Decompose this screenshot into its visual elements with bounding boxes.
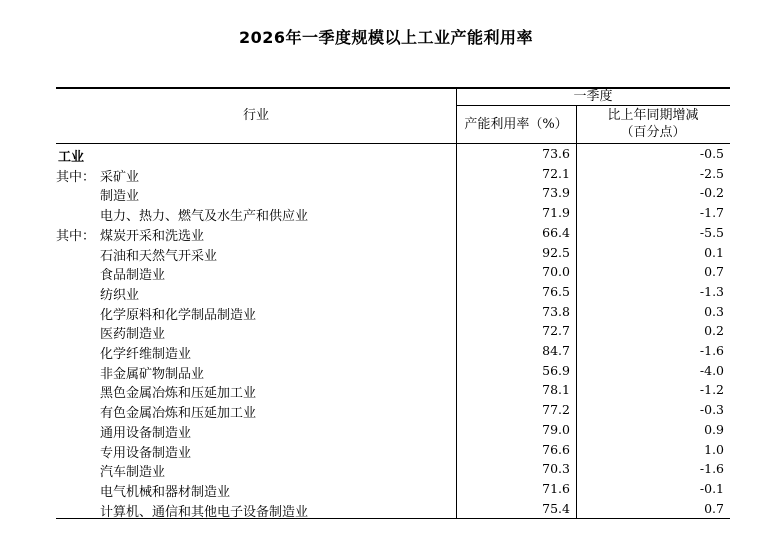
row-yoy-change: -0.2 [699,185,724,201]
header-rate: 产能利用率（%） [464,117,568,132]
table-row [56,342,730,362]
period-rule [456,105,730,106]
row-utilization-rate: 79.0 [542,421,570,437]
row-yoy-change: 0.3 [704,303,724,319]
row-industry-name: 采矿业 [100,169,140,185]
row-yoy-change: -2.5 [699,165,724,181]
row-prefix: 其中： [56,169,96,185]
table-title: 2026年一季度规模以上工业产能利用率 [238,28,534,47]
row-industry-name: 医药制造业 [100,327,166,343]
row-yoy-change: -1.7 [699,205,724,221]
row-utilization-rate: 70.0 [542,264,570,280]
row-yoy-change: 0.2 [704,323,724,339]
table-row [56,204,730,224]
header-bottom-rule [56,143,730,144]
row-industry-name: 非金属矿物制品业 [100,366,205,382]
row-utilization-rate: 71.9 [542,205,570,221]
table-row [56,381,730,401]
row-utilization-rate: 76.5 [542,283,570,299]
header-period: 一季度 [573,89,613,104]
row-industry-name: 石油和天然气开采业 [100,248,218,264]
row-yoy-change: -5.5 [699,224,724,240]
row-industry-name: 食品制造业 [100,268,166,284]
row-utilization-rate: 73.9 [542,185,570,201]
row-industry-name: 黑色金属冶炼和压延加工业 [100,386,257,402]
row-industry-name: 纺织业 [100,287,140,303]
table-row [56,145,730,165]
row-yoy-change: -1.3 [699,283,724,299]
row-utilization-rate: 56.9 [542,362,570,378]
table-row [56,244,730,264]
row-yoy-change: -0.3 [699,402,724,418]
row-industry-name: 煤炭开采和洗选业 [100,228,205,244]
table-row [56,401,730,421]
row-utilization-rate: 92.5 [542,244,570,260]
row-industry-name: 汽车制造业 [100,465,166,481]
row-utilization-rate: 73.8 [542,303,570,319]
row-prefix: 其中： [56,228,96,244]
table-row [56,500,730,520]
row-yoy-change: -4.0 [699,362,724,378]
row-utilization-rate: 76.6 [542,441,570,457]
row-yoy-change: 0.1 [704,244,724,260]
row-yoy-change: -0.5 [699,146,724,161]
table-row [56,263,730,283]
header-industry: 行业 [242,108,269,123]
header-change-line1: 比上年同期增减 [607,108,699,123]
table-row [56,480,730,500]
row-yoy-change: 0.7 [704,264,724,280]
row-utilization-rate: 75.4 [542,500,570,516]
row-utilization-rate: 73.6 [542,146,570,161]
row-utilization-rate: 78.1 [542,382,570,398]
row-industry-name: 制造业 [100,189,140,205]
row-industry-name: 专用设备制造业 [100,445,192,461]
row-yoy-change: -1.6 [699,461,724,477]
row-industry-name: 通用设备制造业 [100,425,192,441]
row-industry-name: 化学纤维制造业 [100,347,192,362]
row-utilization-rate: 70.3 [542,461,570,477]
row-utilization-rate: 72.1 [542,165,570,181]
table-row [56,165,730,185]
row-yoy-change: 0.9 [704,421,724,437]
table-row [56,224,730,244]
table-row [56,303,730,323]
row-utilization-rate: 84.7 [542,343,570,358]
row-yoy-change: -1.6 [699,343,724,358]
row-yoy-change: -1.2 [699,382,724,398]
row-yoy-change: 1.0 [704,441,724,457]
table-row [56,362,730,382]
table-row [56,441,730,461]
table-row [56,283,730,303]
row-industry-name: 电气机械和器材制造业 [100,484,231,500]
row-utilization-rate: 77.2 [542,402,570,418]
row-industry-name: 化学原料和化学制品制造业 [100,307,257,323]
row-industry-name: 工业 [58,150,85,165]
capacity-utilization-table [56,87,730,519]
row-industry-name: 有色金属冶炼和压延加工业 [100,406,257,422]
table-row [56,322,730,342]
header-change-line2: （百分点） [620,125,686,140]
table-row [56,184,730,204]
row-yoy-change: 0.7 [704,500,724,516]
table-row [56,421,730,441]
row-utilization-rate: 66.4 [542,224,570,240]
row-yoy-change: -0.1 [699,480,724,496]
row-industry-name: 电力、热力、燃气及水生产和供应业 [100,209,309,225]
row-utilization-rate: 72.7 [542,323,570,339]
row-industry-name: 计算机、通信和其他电子设备制造业 [100,504,309,520]
row-utilization-rate: 71.6 [542,480,570,496]
table-row [56,460,730,480]
